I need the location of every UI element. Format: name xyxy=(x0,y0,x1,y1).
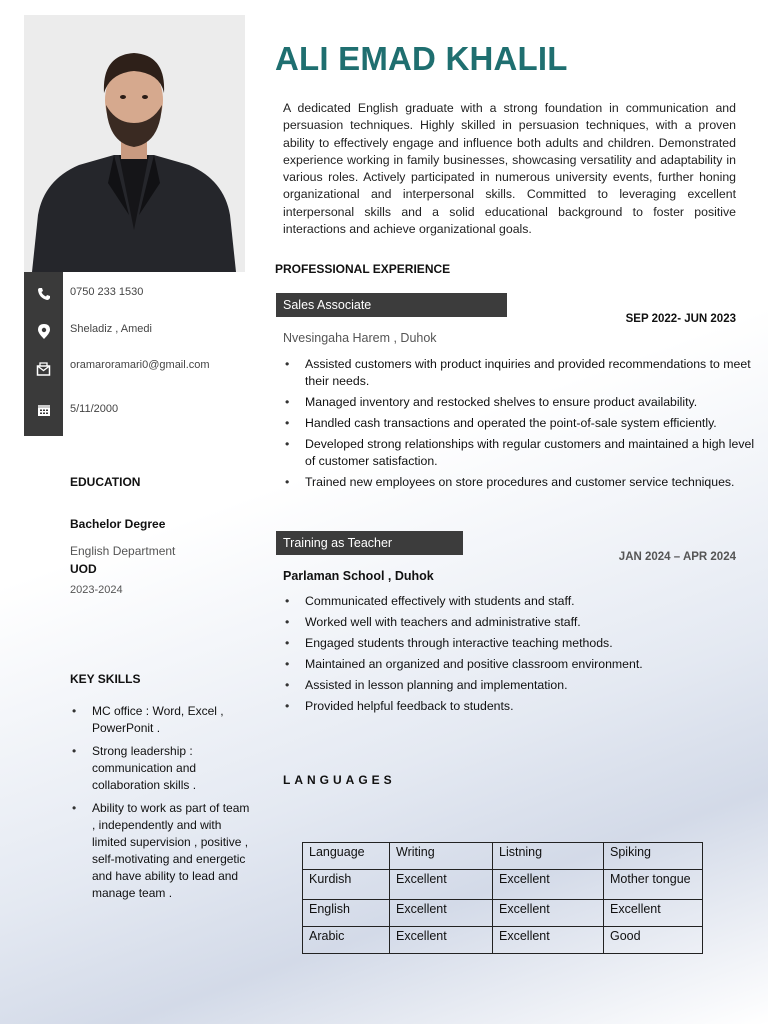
table-header-row xyxy=(303,843,703,870)
table-row xyxy=(303,927,703,954)
calendar-icon xyxy=(24,400,63,420)
duty-item: • Assisted in lesson planning and implementation. xyxy=(305,677,760,694)
skill-item: • MC office : Word, Excel , PowerPonit . xyxy=(92,703,252,737)
table-cell: Excellent xyxy=(493,900,604,927)
key-skills-heading: KEY SKILLS xyxy=(70,672,141,686)
table-cell: Excellent xyxy=(604,900,703,927)
duty-item: • Trained new employees on store procedures and customer service techniques. xyxy=(305,474,760,491)
email-icon xyxy=(24,358,63,378)
column-header: Spiking xyxy=(604,843,703,870)
column-header: Writing xyxy=(390,843,493,870)
duty-item: • Assisted customers with product inquiries and provided recommendations to meet their needs. xyxy=(305,356,760,390)
column-header: Language xyxy=(303,843,390,870)
duty-item: • Maintained an organized and positive classroom environment. xyxy=(305,656,760,673)
skill-item: • Ability to work as part of team , independently and with limited supervision , positive , self-motivating and energetic and have ability to lead and manage team . xyxy=(92,800,252,902)
job-duties-list xyxy=(283,593,760,719)
duty-item: • Communicated effectively with students and staff. xyxy=(305,593,760,610)
degree-title: Bachelor Degree xyxy=(70,517,166,531)
skills-list xyxy=(70,703,252,908)
table-cell: Arabic xyxy=(303,927,390,954)
table-row xyxy=(303,870,703,900)
duty-item: • Handled cash transactions and operated the point-of-sale system efficiently. xyxy=(305,415,760,432)
phone-number: 0750 233 1530 xyxy=(70,286,144,298)
candidate-name: ALI EMAD KHALIL xyxy=(275,40,568,77)
birth-date: 5/11/2000 xyxy=(70,403,119,415)
table-cell: Excellent xyxy=(493,870,604,900)
job-dates: JAN 2024 – APR 2024 xyxy=(618,551,736,563)
languages-table xyxy=(302,842,703,954)
job-duties-list xyxy=(283,356,760,495)
table-cell: Excellent xyxy=(390,870,493,900)
duty-item: • Developed strong relationships with regular customers and maintained a high level of customer satisfaction. xyxy=(305,436,760,470)
table-cell: Excellent xyxy=(493,927,604,954)
job-title-bar: Training as Teacher xyxy=(276,531,463,555)
profile-photo xyxy=(24,15,245,272)
table-cell: Excellent xyxy=(390,927,493,954)
email-address[interactable]: oramaroramari0@gmail.com xyxy=(70,359,210,371)
school-name: UOD xyxy=(70,562,97,576)
duty-item: • Managed inventory and restocked shelves to ensure product availability. xyxy=(305,394,760,411)
table-cell: Kurdish xyxy=(303,870,390,900)
phone-icon xyxy=(24,284,63,304)
education-years: 2023-2024 xyxy=(70,584,123,596)
table-row xyxy=(303,900,703,927)
education-heading: EDUCATION xyxy=(70,475,141,489)
skill-item: • Strong leadership : communication and collaboration skills . xyxy=(92,743,252,794)
table-cell: Mother tongue xyxy=(604,870,703,900)
contact-icon-strip xyxy=(24,272,63,436)
table-cell: Good xyxy=(604,927,703,954)
duty-item: • Engaged students through interactive teaching methods. xyxy=(305,635,760,652)
job-dates: SEP 2022- JUN 2023 xyxy=(625,313,736,325)
column-header: Listning xyxy=(493,843,604,870)
profile-summary: A dedicated English graduate with a strong foundation in communication and persuasion techniques. Highly skilled in persuasion techniques, with a proven ability to effectively engage and influence both adults and children. Demonstrated experience working in family businesses, showcasing versatility and adaptability in various roles. Actively participated in numerous university events, further honing organizational and interpersonal skills. Committed to leveraging excellent interpersonal skills and a solid educational background to foster positive interactions and achieve organizational goals. xyxy=(283,101,736,237)
duty-item: • Provided helpful feedback to students. xyxy=(305,698,760,715)
experience-heading: PROFESSIONAL EXPERIENCE xyxy=(275,262,451,276)
department: English Department xyxy=(70,544,176,558)
address: Sheladiz , Amedi xyxy=(70,323,152,335)
location-pin-icon xyxy=(24,321,63,341)
job-employer: Nvesingaha Harem , Duhok xyxy=(283,331,437,345)
job-title-bar: Sales Associate xyxy=(276,293,507,317)
duty-item: • Worked well with teachers and administrative staff. xyxy=(305,614,760,631)
table-cell: Excellent xyxy=(390,900,493,927)
table-cell: English xyxy=(303,900,390,927)
languages-heading: LANGUAGES xyxy=(283,773,396,787)
job-employer: Parlaman School , Duhok xyxy=(283,569,434,583)
